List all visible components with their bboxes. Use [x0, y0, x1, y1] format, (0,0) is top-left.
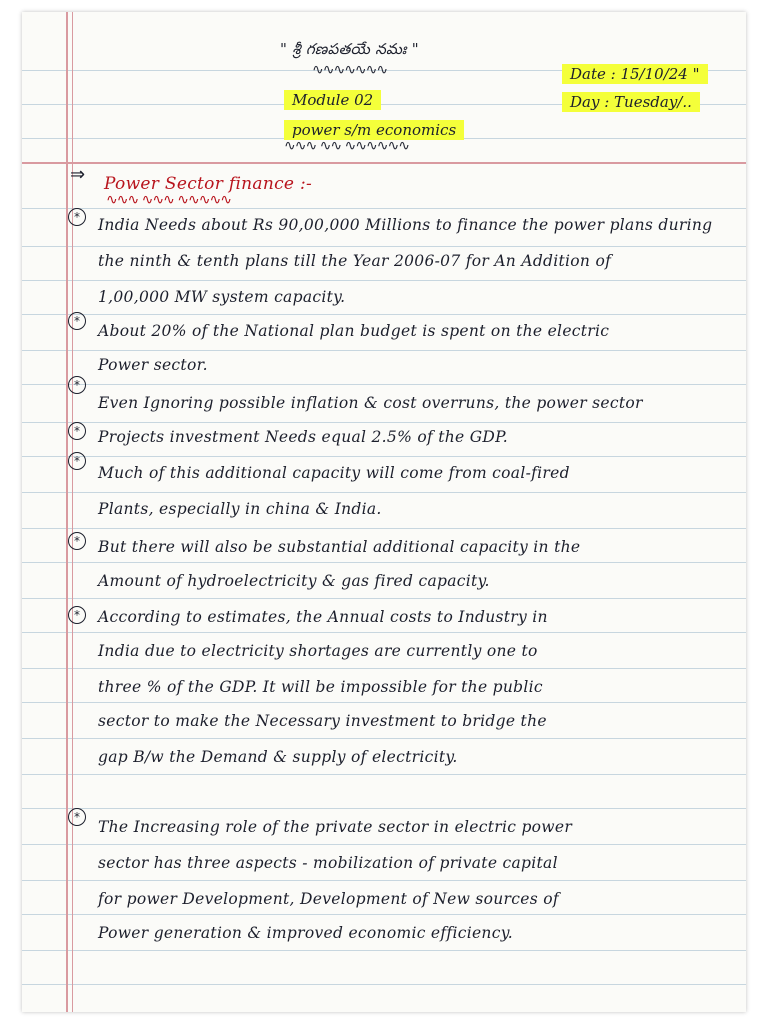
note-line: About 20% of the National plan budget is spent on the electric	[98, 322, 610, 340]
ruled-line	[22, 738, 746, 739]
page-invocation: " శ్రీ గణపతయే నమః "	[280, 40, 419, 58]
note-line: India due to electricity shortages are currently one to	[98, 642, 538, 660]
arrow-icon: ⇒	[70, 164, 86, 185]
ruled-line	[22, 350, 746, 351]
ruled-line	[22, 774, 746, 775]
note-line: The Increasing role of the private sector in electric power	[98, 818, 573, 836]
ruled-line	[22, 314, 746, 315]
note-line: Power sector.	[98, 356, 208, 374]
note-line: India Needs about Rs 90,00,000 Millions to finance the power plans during	[98, 216, 713, 234]
ruled-line	[22, 984, 746, 985]
heading-underline: ∿∿∿ ∿∿∿ ∿∿∿∿∿	[106, 192, 231, 208]
ruled-line	[22, 208, 746, 209]
note-line: sector to make the Necessary investment to bridge the	[98, 712, 547, 730]
ruled-line	[22, 456, 746, 457]
note-line: Even Ignoring possible inflation & cost overruns, the power sector	[98, 394, 643, 412]
module-label: Module 02	[284, 90, 381, 110]
notebook-page	[22, 12, 746, 1012]
ruled-line	[22, 422, 746, 423]
ruled-line	[22, 914, 746, 915]
bullet-icon: *	[68, 606, 86, 624]
note-line: gap B/w the Demand & supply of electricity.	[98, 748, 458, 766]
ruled-line	[22, 384, 746, 385]
subject-underline: ∿∿∿ ∿∿ ∿∿∿∿∿∿	[284, 138, 409, 154]
ruled-line	[22, 808, 746, 809]
ruled-line	[22, 280, 746, 281]
bullet-icon: *	[68, 452, 86, 470]
note-line: Power generation & improved economic efficiency.	[98, 924, 513, 942]
day-label: Day : Tuesday/..	[562, 92, 700, 112]
subject-label: power s/m economics	[284, 120, 464, 140]
ruled-line	[22, 668, 746, 669]
header-divider	[22, 162, 746, 164]
date-label: Date : 15/10/24 "	[562, 64, 708, 84]
ruled-line	[22, 246, 746, 247]
ruled-line	[22, 598, 746, 599]
note-line: 1,00,000 MW system capacity.	[98, 288, 346, 306]
ruled-line	[22, 492, 746, 493]
note-line: Much of this additional capacity will come from coal-fired	[98, 464, 570, 482]
note-line: But there will also be substantial additional capacity in the	[98, 538, 581, 556]
ruled-line	[22, 562, 746, 563]
ruled-line	[22, 950, 746, 951]
ruled-line	[22, 528, 746, 529]
bullet-icon: *	[68, 422, 86, 440]
note-line: According to estimates, the Annual costs to Industry in	[98, 608, 548, 626]
note-line: the ninth & tenth plans till the Year 2006-07 for An Addition of	[98, 252, 612, 270]
bullet-icon: *	[68, 808, 86, 826]
bullet-icon: *	[68, 376, 86, 394]
ruled-line	[22, 632, 746, 633]
bullet-icon: *	[68, 312, 86, 330]
bullet-icon: *	[68, 208, 86, 226]
section-heading: Power Sector finance :-	[104, 174, 313, 194]
note-line: for power Development, Development of New sources of	[98, 890, 559, 908]
note-line: Plants, especially in china & India.	[98, 500, 382, 518]
bullet-icon: *	[68, 532, 86, 550]
note-line: Amount of hydroelectricity & gas fired capacity.	[98, 572, 490, 590]
note-line: three % of the GDP. It will be impossible for the public	[98, 678, 543, 696]
ruled-line	[22, 880, 746, 881]
note-line: Projects investment Needs equal 2.5% of the GDP.	[98, 428, 508, 446]
ruled-line	[22, 702, 746, 703]
note-line: sector has three aspects - mobilization of private capital	[98, 854, 558, 872]
ruled-line	[22, 844, 746, 845]
underline-squiggle: ∿∿∿∿∿∿∿	[312, 62, 388, 78]
